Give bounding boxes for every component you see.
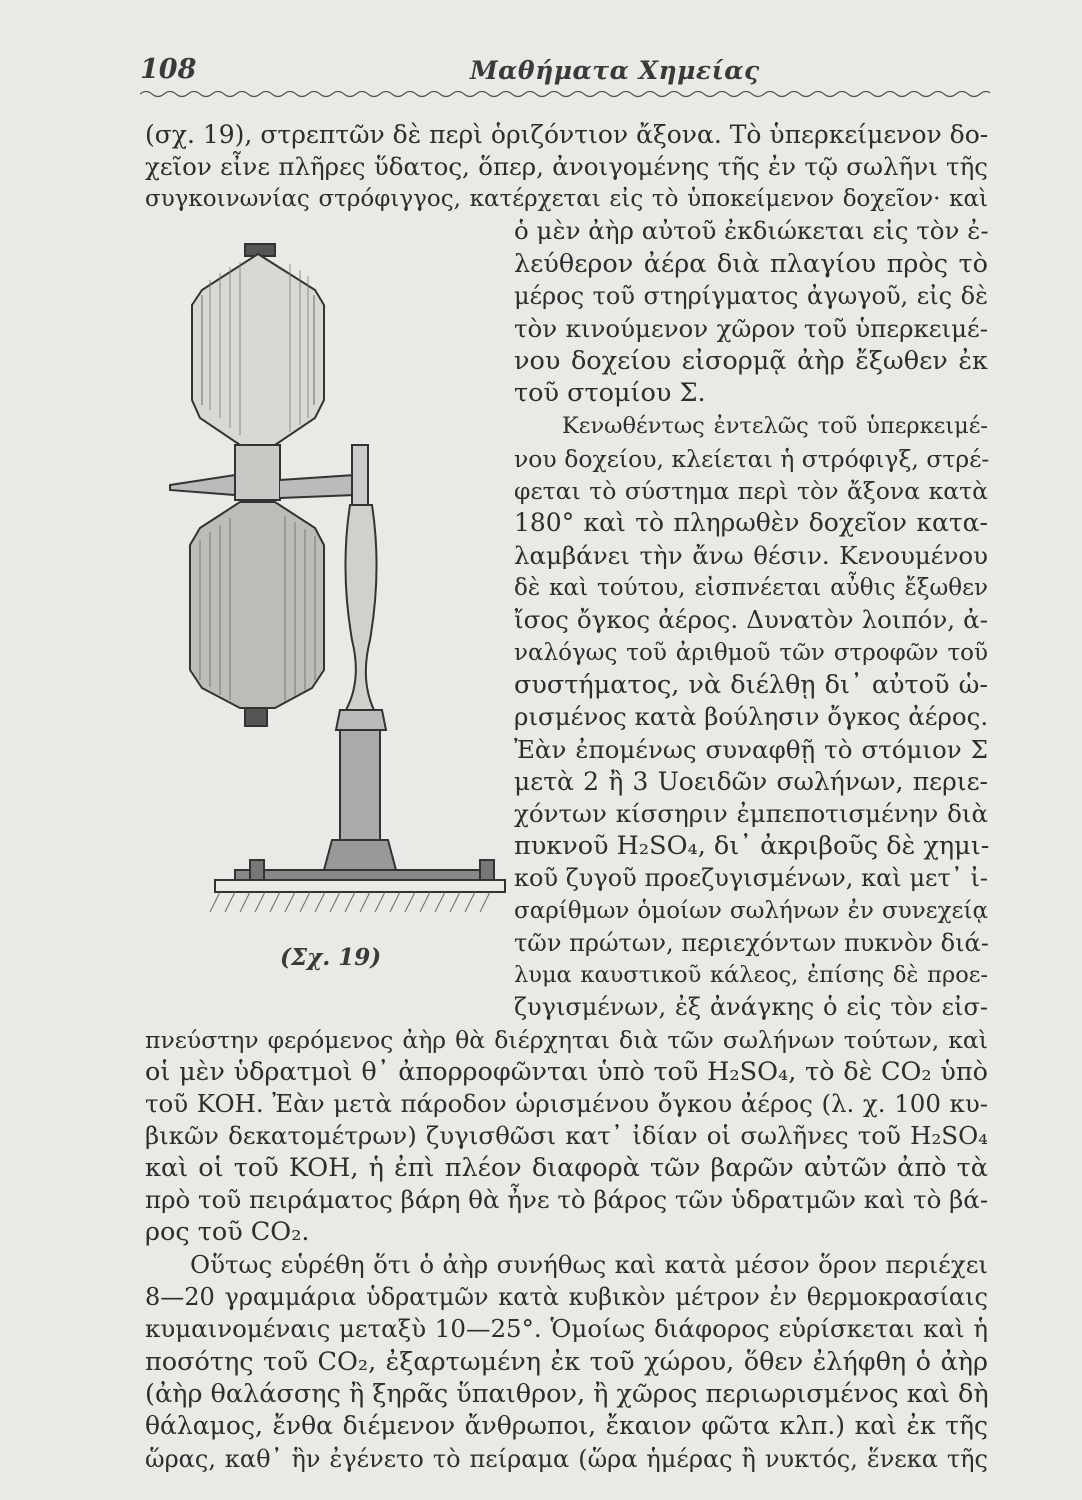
figure-caption: (Σχ. 19) xyxy=(280,944,382,971)
text-line: (ἀὴρ θαλάσσης ἢ ξηρᾶς ὕπαιθρον, ἢ χῶρος περιωρισμένος καὶ δὴ xyxy=(145,1379,989,1409)
text-line: οἱ μὲν ὑδρατμοὶ θ᾽ ἀπορροφῶνται ὑπὸ τοῦ H₂SO₄, τὸ δὲ CO₂ ὑπὸ xyxy=(145,1057,988,1087)
text-line: τῶν πρώτων, περιεχόντων πυκνὸν διά- xyxy=(514,929,989,957)
text-line: ποσότης τοῦ CO₂, ἐξαρτωμένη ἐκ τοῦ χώρου, ὅθεν ἐλήφθη ὁ ἀὴρ xyxy=(145,1347,988,1377)
text-line: θάλαμος, ἔνθα διέμενον ἄνθρωποι, ἔκαιον φῶτα κλπ.) καὶ ἐκ τῆς xyxy=(145,1411,988,1440)
figure-illustration xyxy=(140,240,510,930)
text-line: μέρος τοῦ στηρίγματος ἀγωγοῦ, εἰς δὲ xyxy=(514,282,988,310)
text-line: ὁ μὲν ἀὴρ αὐτοῦ ἐκδιώκεται εἰς τὸν ἐ- xyxy=(514,216,989,245)
text-line: 8—20 γραμμάρια ὑδρατμῶν κατὰ κυβικὸν μέτρον ἐν θερμοκρασίαις xyxy=(145,1283,988,1311)
text-line: λεύθερον ἀέρα διὰ πλαγίου πρὸς τὸ xyxy=(514,249,988,279)
text-line: Οὕτως εὑρέθη ὅτι ὁ ἀὴρ συνήθως καὶ κατὰ μέσον ὅρον περιέχει xyxy=(190,1250,988,1279)
text-line: ναλόγως τοῦ ἀριθμοῦ τῶν στροφῶν τοῦ xyxy=(514,640,988,666)
text-line: ρος τοῦ CO₂. xyxy=(145,1217,310,1247)
text-line: ρισμένος κατὰ βούλησιν ὄγκος ἀέρος. xyxy=(514,702,989,731)
text-line: χόντων κίσσηριν ἐμπεποτισμένην διὰ xyxy=(514,799,988,828)
text-line: βικῶν δεκατομέτρων) ζυγισθῶσι κατ᾽ ἰδίαν οἱ σωλῆνες τοῦ H₂SO₄ xyxy=(145,1121,988,1150)
text-line: πρὸ τοῦ πειράματος βάρη θὰ ἦνε τὸ βάρος τῶν ὑδρατμῶν καὶ τὸ βά- xyxy=(145,1185,989,1214)
text-line: δὲ καὶ τούτου, εἰσπνέεται αὖθις ἔξωθεν xyxy=(514,575,988,601)
text-line: τοῦ KOH. Ἐὰν μετὰ πάροδον ὡρισμένου ὄγκου ἀέρος (λ. χ. 100 κυ- xyxy=(145,1089,988,1118)
text-line: πυκνοῦ H₂SO₄, δι᾽ ἀκριβοῦς δὲ χημι- xyxy=(514,831,990,861)
header-wavy-rule xyxy=(140,86,990,100)
text-line: τοῦ στομίου Σ. xyxy=(514,378,706,408)
text-line: μετὰ 2 ἢ 3 Uοειδῶν σωλήνων, περιε- xyxy=(514,767,988,796)
text-line: Κενωθέντως ἐντελῶς τοῦ ὑπερκειμέ- xyxy=(562,413,988,439)
text-line: ζυγισμένων, ἐξ ἀνάγκης ὁ εἰς τὸν εἰσ- xyxy=(514,993,988,1021)
text-line: Ἐὰν ἐπομένως συναφθῇ τὸ στόμιον Σ xyxy=(514,735,988,764)
text-line: φεται τὸ σύστημα περὶ τὸν ἄξονα κατὰ xyxy=(514,477,988,505)
text-line: λαμβάνει τὴν ἄνω θέσιν. Κενουμένου xyxy=(514,541,988,570)
text-line: συγκοινωνίας στρόφιγγος, κατέρχεται εἰς τὸ ὑποκείμενον δοχεῖον· καὶ xyxy=(145,186,988,212)
text-line: σαρίθμων ὁμοίων σωλήνων ἐν συνεχείᾳ xyxy=(514,898,988,924)
text-line: συστήματος, νὰ διέλθῃ δι᾽ αὐτοῦ ὡ- xyxy=(514,670,988,700)
text-line: πνεύστην φερόμενος ἀὴρ θὰ διέρχηται διὰ τῶν σωλήνων τούτων, καὶ xyxy=(145,1026,988,1054)
text-line: χεῖον εἶνε πλῆρες ὕδατος, ὅπερ, ἀνοιγομένης τῆς ἐν τῷ σωλῆνι τῆς xyxy=(145,152,988,181)
text-line: κυμαινομέναις μεταξὺ 10—25°. Ὁμοίως διάφορος εὑρίσκεται καὶ ἡ xyxy=(145,1314,988,1343)
text-line: τὸν κινούμενον χῶρον τοῦ ὑπερκειμέ- xyxy=(514,314,988,343)
running-head: Μαθήματα Χημείας xyxy=(470,56,760,85)
text-line: νου δοχείου, κλείεται ἡ στρόφιγξ, στρέ- xyxy=(514,445,990,473)
text-line: κοῦ ζυγοῦ προεζυγισμένων, καὶ μετ᾽ ἰ- xyxy=(514,864,988,892)
text-line: λυμα καυστικοῦ κάλεος, ἐπίσης δὲ προε- xyxy=(514,962,988,988)
text-line: 180° καὶ τὸ πληρωθὲν δοχεῖον κατα- xyxy=(514,508,988,537)
text-line: νου δοχείου εἰσορμᾷ ἀὴρ ἔξωθεν ἐκ xyxy=(514,346,988,376)
text-line: ὥρας, καθ᾽ ἣν ἐγένετο τὸ πείραμα (ὥρα ἡμέρας ἢ νυκτός, ἕνεκα τῆς xyxy=(145,1445,988,1473)
text-line: ἴσος ὄγκος ἀέρος. Δυνατὸν λοιπόν, ἀ- xyxy=(514,605,988,634)
text-line: (σχ. 19), στρεπτῶν δὲ περὶ ὁριζόντιον ἄξονα. Τὸ ὑπερκείμενον δο- xyxy=(145,120,989,149)
text-line: καὶ οἱ τοῦ KOH, ἡ ἐπὶ πλέον διαφορὰ τῶν βαρῶν αὐτῶν ἀπὸ τὰ xyxy=(145,1153,988,1183)
page-number: 108 xyxy=(140,54,197,85)
